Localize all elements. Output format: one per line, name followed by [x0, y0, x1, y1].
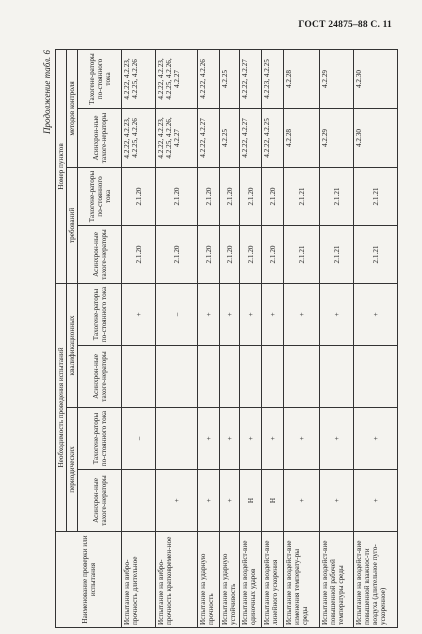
periodic-dc-mark: + [354, 408, 398, 470]
qualification-async-mark [156, 346, 198, 408]
table-row [240, 49, 262, 627]
periodic-async-mark: + [156, 470, 198, 532]
requirement-async-ref: 2.1.21 [354, 225, 398, 283]
periodic-dc-mark: – [122, 408, 156, 470]
qualification-dc-mark: + [320, 283, 354, 345]
requirement-dc-ref: 2.1.20 [262, 167, 284, 225]
periodic-dc-mark: + [198, 408, 220, 470]
test-name: Испытание на воздейст-вие одиночных ударов [240, 532, 262, 628]
continuation-label: Продолжение табл. 6 [42, 50, 52, 134]
method-dc-ref: 4.2.22, 4.2.27 [240, 49, 262, 108]
table-row [320, 49, 354, 627]
requirement-async-ref: 2.1.21 [284, 225, 320, 283]
periodic-dc-mark: + [262, 408, 284, 470]
qualification-async-mark [262, 346, 284, 408]
periodic-async-mark: + [354, 470, 398, 532]
method-dc-ref: 4.2.23, 4.2.25 [262, 49, 284, 108]
table-head [56, 49, 122, 627]
qualification-dc-mark: + [240, 283, 262, 345]
requirement-dc-ref: 2.1.20 [156, 167, 198, 225]
qualification-async-mark [354, 346, 398, 408]
table-row [284, 49, 320, 627]
test-name: Испытание на вибро-прочность кратковремен-ное [156, 532, 198, 628]
method-async-ref: 4.2.29 [320, 108, 354, 167]
requirement-async-ref: 2.1.20 [240, 225, 262, 283]
periodic-async-mark [122, 470, 156, 532]
test-name: Испытание на ударную прочность [198, 532, 220, 628]
header-dc: Тахогене-раторы по-стоянного тока [78, 167, 122, 225]
header-async: Асинхрон-ные тахоге-нераторы [78, 470, 122, 532]
method-async-ref: 4.2.30 [354, 108, 398, 167]
method-dc-ref: 4.2.28 [284, 49, 320, 108]
test-name: Испытание на вибро-прочность длительное [122, 532, 156, 628]
periodic-dc-mark: + [284, 408, 320, 470]
periodic-async-mark: + [220, 470, 240, 532]
method-async-ref: 4.2.22, 4.2.27 [198, 108, 220, 167]
method-async-ref: 4.2.25 [220, 108, 240, 167]
header-qualification: квалификационных [67, 283, 78, 407]
qualification-dc-mark: + [354, 283, 398, 345]
header-periodic: периодических [67, 408, 78, 532]
qualification-async-mark [320, 346, 354, 408]
method-async-ref: 4.2.22, 4.2.27 [240, 108, 262, 167]
qualification-dc-mark: + [262, 283, 284, 345]
qualification-async-mark [240, 346, 262, 408]
method-async-ref: 4.2.28 [284, 108, 320, 167]
periodic-async-mark: + [320, 470, 354, 532]
header-necessity: Необходимость проведения испытаний [56, 283, 67, 531]
table-row [354, 49, 398, 627]
qualification-dc-mark: + [198, 283, 220, 345]
header-async: Асинхрон-ные тахоге-нераторы [78, 346, 122, 408]
header-dc: Тахогене-раторы по-стоянного тока [78, 283, 122, 345]
periodic-async-mark: + [284, 470, 320, 532]
qualification-dc-mark: + [220, 283, 240, 345]
requirement-dc-ref: 2.1.20 [122, 167, 156, 225]
requirement-async-ref: 2.1.20 [156, 225, 198, 283]
header-dc: Тахогене-раторы по-стоянного тока [78, 49, 122, 108]
periodic-async-mark: + [198, 470, 220, 532]
requirement-async-ref: 2.1.20 [198, 225, 220, 283]
table-row [156, 49, 198, 627]
page-header: ГОСТ 24875–88 С. 11 [298, 20, 392, 30]
header-async: Асинхрон-ные тахоге-нераторы [78, 225, 122, 283]
qualification-dc-mark: + [122, 283, 156, 345]
header-item-numbers: Номер пунктов [56, 49, 67, 283]
test-name: Испытание на ударную устойчивость [220, 532, 240, 628]
method-dc-ref: 4.2.22, 4.2.23, 4.2.25, 4.2.26, 4.2.27 [156, 49, 198, 108]
qualification-dc-mark: + [284, 283, 320, 345]
method-dc-ref: 4.2.22, 4.2.26 [198, 49, 220, 108]
method-async-ref: 4.2.22, 4.2.25 [262, 108, 284, 167]
method-async-ref: 4.2.22, 4.2.23, 4.2.25, 4.2.26 [122, 108, 156, 167]
periodic-async-mark: Н [240, 470, 262, 532]
requirement-dc-ref: 2.1.20 [198, 167, 220, 225]
table-row [198, 49, 220, 627]
table-row [220, 49, 240, 627]
requirement-async-ref: 2.1.20 [220, 225, 240, 283]
rotated-table-area [42, 50, 388, 628]
method-dc-ref: 4.2.30 [354, 49, 398, 108]
table-row [262, 49, 284, 627]
header-requirements: требований [67, 167, 78, 283]
method-async-ref: 4.2.22, 4.2.23, 4.2.25, 4.2.26, 4.2.27 [156, 108, 198, 167]
requirement-async-ref: 2.1.20 [122, 225, 156, 283]
header-dc: Тахогене-раторы по-стоянного тока [78, 408, 122, 470]
header-async: Асинхрон-ные тахоге-нераторы [78, 108, 122, 167]
method-dc-ref: 4.2.25 [220, 49, 240, 108]
qualification-async-mark [122, 346, 156, 408]
table-row [122, 49, 156, 627]
test-name: Испытание на воздейст-вие повышенной влажнос-ти воздуха (длительное пуго-ускоренное) [354, 532, 398, 628]
requirement-dc-ref: 2.1.20 [240, 167, 262, 225]
periodic-dc-mark: + [320, 408, 354, 470]
requirement-dc-ref: 2.1.21 [354, 167, 398, 225]
requirement-async-ref: 2.1.21 [320, 225, 354, 283]
requirement-async-ref: 2.1.20 [262, 225, 284, 283]
periodic-dc-mark [156, 408, 198, 470]
test-table [55, 49, 398, 628]
header-methods: методов контроля [67, 49, 78, 167]
header-test-name: Наименование проверки или испытания [56, 532, 122, 628]
requirement-dc-ref: 2.1.21 [284, 167, 320, 225]
table-body [122, 49, 398, 627]
test-name: Испытание на воздейст-вие изменения температу-ры среды [284, 532, 320, 628]
method-dc-ref: 4.2.29 [320, 49, 354, 108]
periodic-dc-mark: + [240, 408, 262, 470]
requirement-dc-ref: 2.1.20 [220, 167, 240, 225]
method-dc-ref: 4.2.22, 4.2.23, 4.2.25, 4.2.26 [122, 49, 156, 108]
test-name: Испытание на воздейст-вие линейного ускорения [262, 532, 284, 628]
qualification-async-mark [284, 346, 320, 408]
requirement-dc-ref: 2.1.21 [320, 167, 354, 225]
qualification-async-mark [198, 346, 220, 408]
periodic-dc-mark: + [220, 408, 240, 470]
qualification-async-mark [220, 346, 240, 408]
qualification-dc-mark: – [156, 283, 198, 345]
test-name: Испытание на воздейст-вие повышенной рабочей температуры среды [320, 532, 354, 628]
periodic-async-mark: Н [262, 470, 284, 532]
